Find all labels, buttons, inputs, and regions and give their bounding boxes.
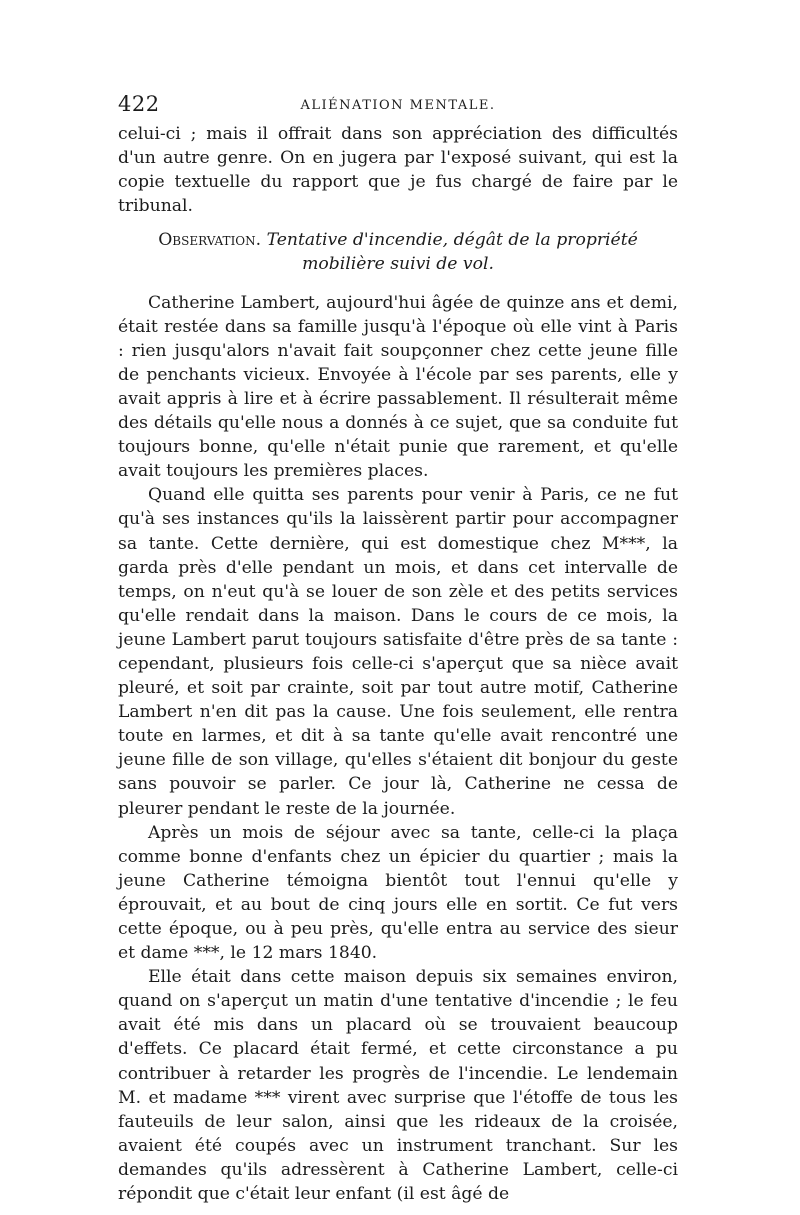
- paragraph-lambert-background: Catherine Lambert, aujourd'hui âgée de quinze ans et demi, était restée dans sa famille jusqu'à l'époque où elle vint à Paris : rien jusqu'alors n'avait fait soupçonner chez cette jeune fille de penchants vicieux. Envoyée à l'école par ses parents, elle y avait appris à lire et à écrire passablement. Il résulterait même des détails qu'elle nous a donnés à ce sujet, que sa conduite fut toujours bonne, qu'elle n'était punie que rarement, et qu'elle avait toujours les premières places.: [118, 292, 678, 482]
- page-number: 422: [118, 92, 160, 116]
- running-head: [118, 92, 678, 122]
- observation-label: Observation.: [158, 230, 262, 251]
- running-title: ALIÉNATION MENTALE.: [300, 98, 496, 113]
- paragraph-incendie: Elle était dans cette maison depuis six semaines environ, quand on s'aperçut un matin d'une tentative d'incendie ; le feu avait été mis dans un placard où se trouvaient beaucoup d'effets. Ce placard était fermé, et cette circonstance a pu contribuer à retarder les progrès de l'incendie. Le lendemain M. et madame *** virent avec surprise que l'étoffe de tous les fauteuils de leur salon, ainsi que les rideaux de la croisée, avaient été coupés avec un instrument tranchant. Sur les demandes qu'ils adressèrent à Catherine Lambert, celle-ci répondit que c'était leur enfant (il est âgé de: [118, 967, 678, 1205]
- paragraph-epicier: Après un mois de séjour avec sa tante, celle-ci la plaça comme bonne d'enfants chez un épicier du quartier ; mais la jeune Catherine témoigna bientôt tout l'ennui qu'elle y éprouvait, et au bout de cinq jours elle en sortit. Ce fut vers cette époque, ou à peu près, qu'elle entra au service des sieur et dame ***, le 12 mars 1840.: [118, 822, 678, 964]
- book-page: [118, 92, 678, 1206]
- observation-heading: [118, 228, 678, 276]
- paragraph-continuation: celui-ci ; mais il offrait dans son appréciation des difficultés d'un autre genre. On en jugera par l'exposé suivant, qui est la copie textuelle du rapport que je fus chargé de faire par le tribunal.: [118, 124, 678, 217]
- paragraph-departure-paris: Quand elle quitta ses parents pour venir à Paris, ce ne fut qu'à ses instances qu'ils la laissèrent partir pour accompagner sa tante. Cette dernière, qui est domestique chez M***, la garda près d'elle pendant un mois, et dans cet intervalle de temps, on n'eut qu'à se louer de son zèle et des petits services qu'elle rendait dans la maison. Dans le cours de ce mois, la jeune Lambert parut toujours satisfaite d'être près de sa tante : cependant, plusieurs fois celle-ci s'aperçut que sa nièce avait pleuré, et soit par crainte, soit par tout autre motif, Catherine Lambert n'en dit pas la cause. Une fois seulement, elle rentra toute en larmes, et dit à sa tante qu'elle avait rencontré une jeune fille de son village, qu'elles s'étaient dit bonjour du geste sans pouvoir se parler. Ce jour là, Catherine ne cessa de pleurer pendant le reste de la journée.: [118, 485, 678, 819]
- observation-title: Tentative d'incendie, dégât de la propriété mobilière suivi de vol.: [266, 230, 638, 275]
